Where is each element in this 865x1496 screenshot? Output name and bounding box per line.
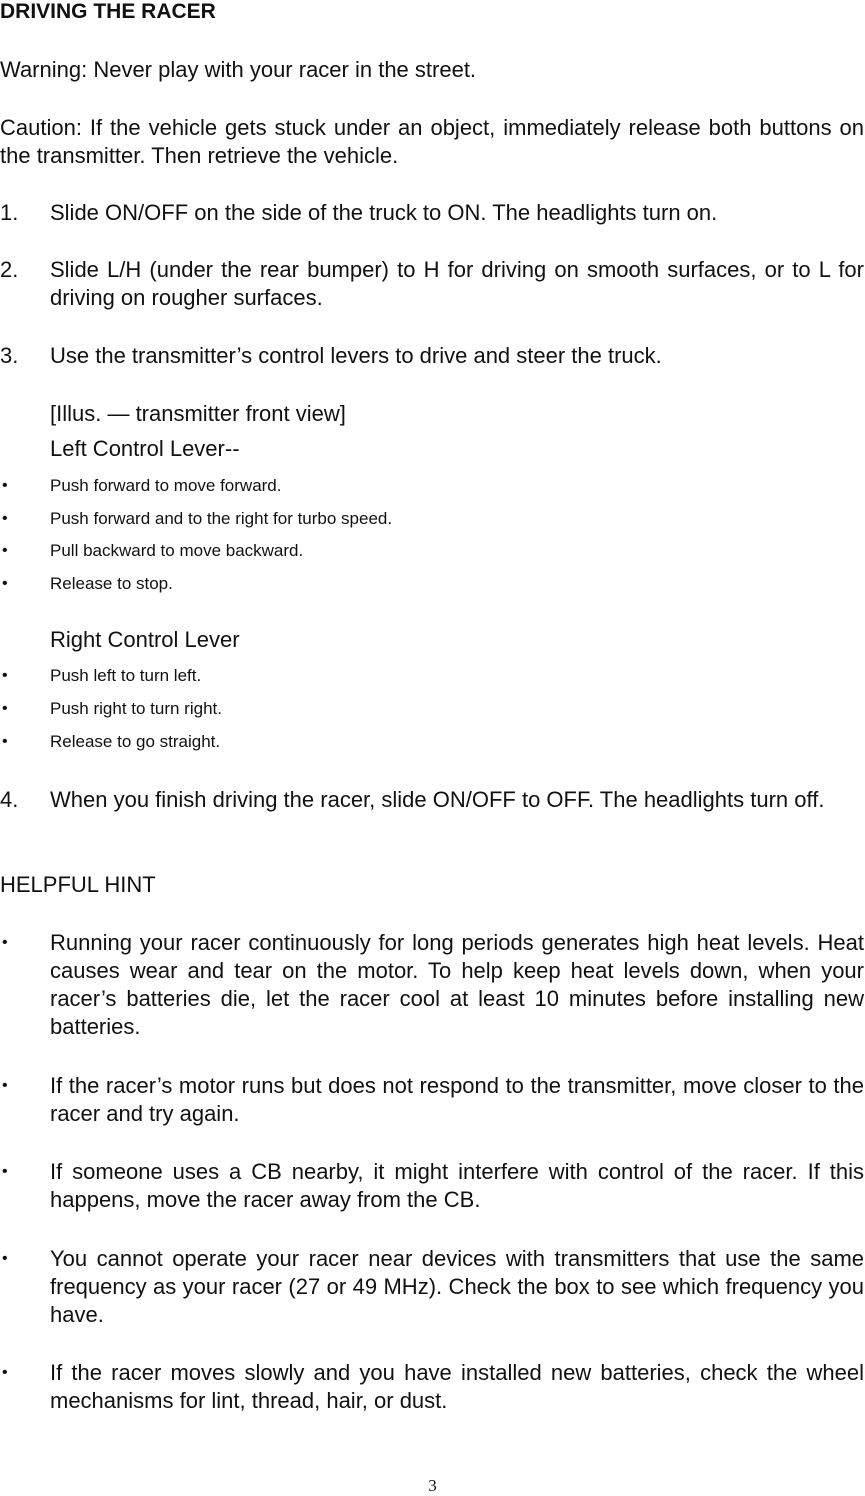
- helpful-hint-heading: HELPFUL HINT: [0, 872, 156, 897]
- list-item-text: Push left to turn left.: [50, 666, 202, 685]
- page-number: 3: [428, 1476, 437, 1495]
- bullet-icon: •: [2, 1364, 8, 1381]
- hint-text: If someone uses a CB nearby, it might interfere with control of the racer. If this happens, move the racer away from the CB.: [50, 1159, 864, 1212]
- bullet-icon: •: [2, 700, 8, 717]
- left-lever-heading: Left Control Lever--: [50, 436, 240, 461]
- step-text: Slide ON/OFF on the side of the truck to ON. The headlights turn on.: [50, 200, 718, 225]
- bullet-icon: •: [2, 733, 8, 750]
- list-item-text: Push forward to move forward.: [50, 476, 282, 495]
- step-number: 2.: [0, 257, 19, 282]
- bullet-icon: •: [2, 542, 8, 559]
- illustration-caption: [Illus. — transmitter front view]: [50, 401, 346, 426]
- list-item-text: Release to stop.: [50, 574, 173, 593]
- step-number: 4.: [0, 787, 19, 812]
- hint-text: You cannot operate your racer near devices with transmitters that use the same frequency as your racer (27 or 49 MHz). Check the box to see which frequency you have.: [50, 1246, 864, 1327]
- hint-text: If the racer moves slowly and you have installed new batteries, check the wheel mechanisms for lint, thread, hair, or dust.: [50, 1360, 864, 1413]
- section-title: DRIVING THE RACER: [0, 0, 216, 23]
- step-text: Slide L/H (under the rear bumper) to H for driving on smooth surfaces, or to L for driving on rougher surfaces.: [50, 257, 864, 310]
- list-item-text: Pull backward to move backward.: [50, 541, 304, 560]
- hint-text: Running your racer continuously for long periods generates high heat levels. Heat causes wear and tear on the motor. To help keep heat levels down, when your racer’s batteries die, let the racer cool at least 10 minutes before installing new batteries.: [50, 930, 864, 1039]
- list-item-text: Push forward and to the right for turbo speed.: [50, 509, 393, 528]
- step-text: Use the transmitter’s control levers to drive and steer the truck.: [50, 343, 662, 368]
- bullet-icon: •: [2, 934, 8, 951]
- caution-text: Caution: If the vehicle gets stuck under an object, immediately release both buttons on the transmitter. Then retrieve the vehicle.: [0, 115, 864, 168]
- step-number: 3.: [0, 343, 19, 368]
- bullet-icon: •: [2, 1163, 8, 1180]
- list-item-text: Push right to turn right.: [50, 699, 222, 718]
- step-number: 1.: [0, 200, 19, 225]
- step-text: When you finish driving the racer, slide ON/OFF to OFF. The headlights turn off.: [50, 787, 825, 812]
- list-item-text: Release to go straight.: [50, 732, 221, 751]
- hint-text: If the racer’s motor runs but does not respond to the transmitter, move closer to the racer and try again.: [50, 1073, 864, 1126]
- bullet-icon: •: [2, 510, 8, 527]
- bullet-icon: •: [2, 1250, 8, 1267]
- bullet-icon: •: [2, 1077, 8, 1094]
- bullet-icon: •: [2, 477, 8, 494]
- bullet-icon: •: [2, 575, 8, 592]
- bullet-icon: •: [2, 667, 8, 684]
- right-lever-heading: Right Control Lever: [50, 627, 240, 652]
- warning-text: Warning: Never play with your racer in the street.: [0, 57, 477, 82]
